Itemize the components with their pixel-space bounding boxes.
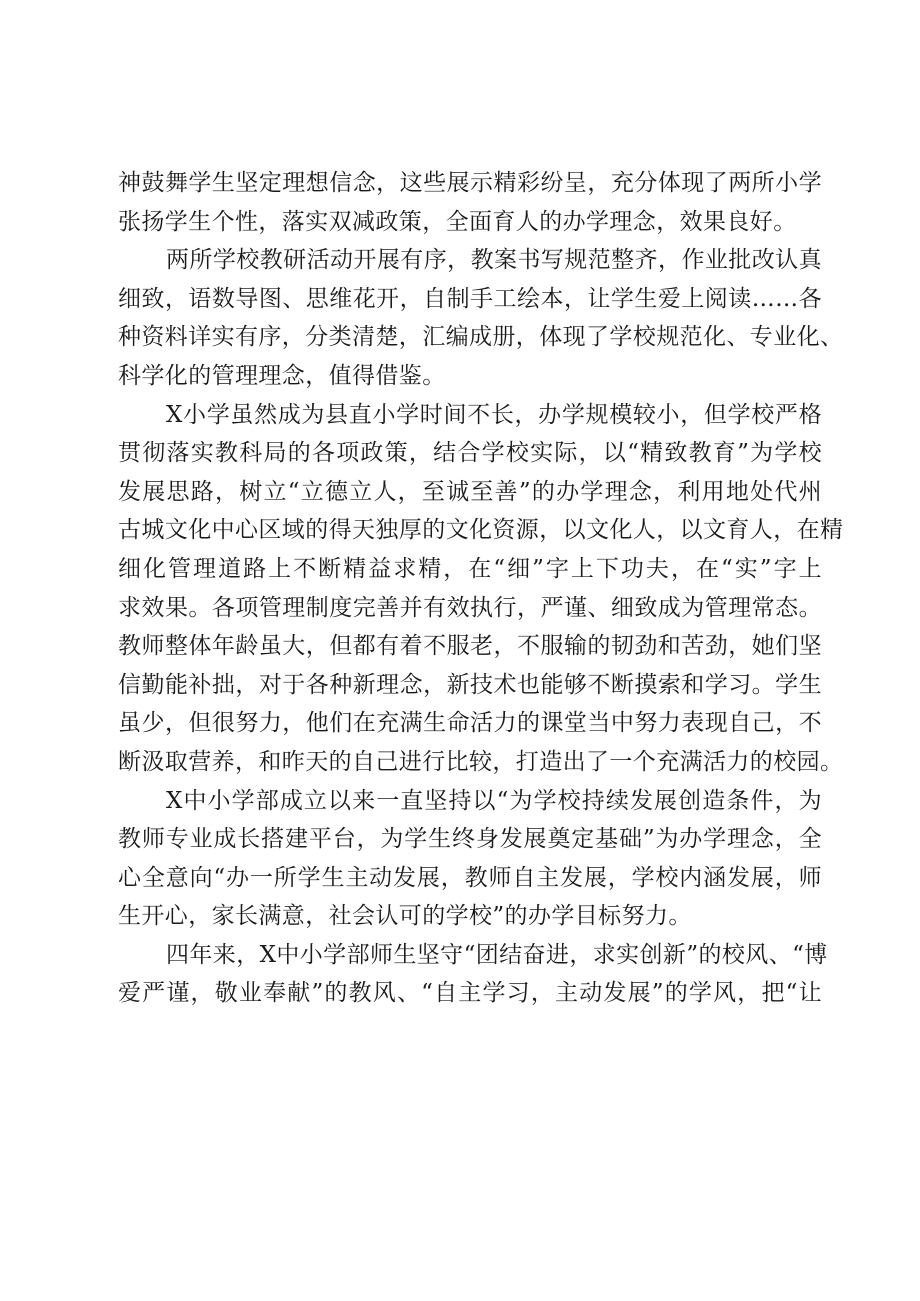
text-line: 生开心，家长满意，社会认可的学校”的办学目标努力。	[118, 903, 692, 930]
text-line: 心全意向“办一所学生主动发展，教师自主发展，学校内涵发展，师	[118, 864, 822, 891]
text-line: X中小学部成立以来一直坚持以“为学校持续发展创造条件，为	[166, 787, 822, 814]
text-line: 种资料详实有序，分类清楚，汇编成册，体现了学校规范化、专业化、	[118, 324, 844, 351]
text-line: 两所学校教研活动开展有序，教案书写规范整齐，作业批改认真	[166, 247, 822, 274]
text-line: 细致，语数导图、思维花开，自制手工绘本，让学生爱上阅读……各	[118, 285, 822, 312]
text-line: 信勤能补拙，对于各种新理念，新技术也能够不断摸索和学习。学生	[118, 671, 822, 698]
text-line: 断汲取营养，和昨天的自己进行比较，打造出了一个充满活力的校园。	[118, 748, 844, 775]
text-line: 贯彻落实教科局的各项政策，结合学校实际，以“精致教育”为学校	[118, 440, 822, 467]
text-line: 教师专业成长搭建平台，为学生终身发展奠定基础”为办学理念，全	[118, 826, 822, 853]
text-line: 求效果。各项管理制度完善并有效执行，严谨、细致成为管理常态。	[118, 594, 822, 621]
text-line: 教师整体年龄虽大，但都有着不服老，不服输的韧劲和苦劲，她们坚	[118, 633, 822, 660]
text-line: 爱严谨，敬业奉献”的教风、“自主学习，主动发展”的学风，把“让	[118, 980, 822, 1007]
text-line: 古城文化中心区域的得天独厚的文化资源，以文化人，以文育人，在精	[118, 517, 844, 544]
document-body	[118, 164, 844, 1013]
text-line: X小学虽然成为县直小学时间不长，办学规模较小，但学校严格	[166, 401, 822, 428]
text-line: 四年来，X中小学部师生坚守“团结奋进，求实创新”的校风、“博	[166, 941, 828, 968]
paragraph-1	[118, 164, 822, 241]
text-line: 神鼓舞学生坚定理想信念，这些展示精彩纷呈，充分体现了两所小学	[118, 170, 822, 196]
text-line: 细化管理道路上不断精益求精，在“细”字上下功夫，在“实”字上	[118, 555, 822, 582]
paragraph-3	[118, 396, 844, 782]
text-line: 虽少，但很努力，他们在充满生命活力的课堂当中努力表现自己，不	[118, 710, 822, 737]
text-line: 张扬学生个性，落实双减政策，全面育人的办学理念，效果良好。	[118, 208, 797, 235]
paragraph-5	[118, 936, 828, 1013]
paragraph-4	[118, 782, 822, 936]
text-line: 发展思路，树立“立德立人，至诚至善”的办学理念，利用地处代州	[118, 478, 822, 505]
text-line: 科学化的管理理念，值得借鉴。	[118, 362, 446, 389]
paragraph-2	[118, 241, 844, 395]
